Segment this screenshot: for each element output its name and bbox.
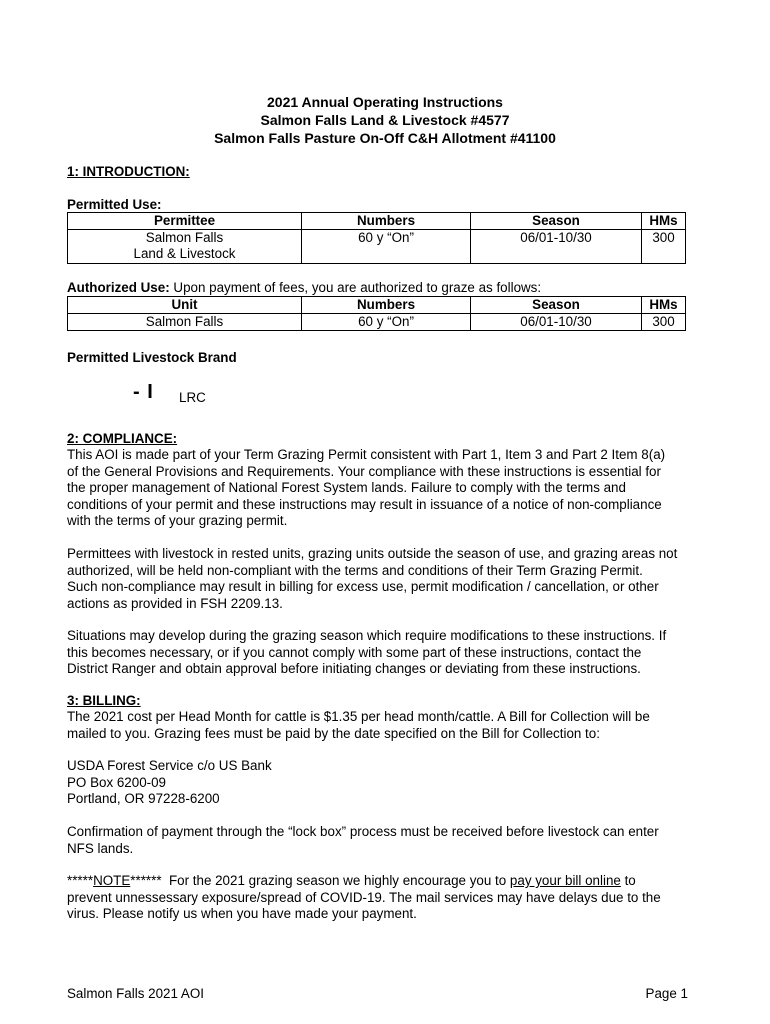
compliance-paragraph-2 (67, 546, 717, 612)
col-header-season: Season (471, 297, 642, 314)
footer-document-name: Salmon Falls 2021 AOI (67, 986, 204, 1001)
authorized-use-line (67, 280, 707, 297)
text-line: The 2021 cost per Head Month for cattle is $1.35 per head month/cattle. A Bill for Collection will be (67, 709, 650, 724)
text-line: Situations may develop during the grazing season which require modifications to these instructions. If (67, 628, 667, 643)
text-line: Confirmation of payment through the “lock box” process must be received before livestock can enter (67, 824, 659, 839)
billing-paragraph-1 (67, 709, 707, 742)
col-header-numbers: Numbers (302, 297, 471, 314)
col-header-unit: Unit (68, 297, 302, 314)
text-line: District Ranger and obtain approval before initiating changes or deviating from these instructions. (67, 661, 641, 676)
cell-numbers: 60 y “On” (302, 230, 471, 264)
text-line: conditions of your permit and these instructions may result in issuance of a notice of non-compliance (67, 496, 662, 512)
table-row (68, 314, 686, 331)
col-header-hms: HMs (642, 213, 686, 230)
table-row (68, 230, 686, 264)
document-title-line-1: 2021 Annual Operating Instructions (267, 94, 503, 110)
text-line: virus. Please notify us when you have made your payment. (67, 906, 417, 921)
text-line: of the General Provisions and Requirements. Your compliance with these instructions is essential for (67, 463, 661, 479)
text-line (67, 873, 707, 890)
cell-permittee (68, 230, 302, 264)
text-line: This AOI is made part of your Term Grazing Permit consistent with Part 1, Item 3 and Part 2 Item 8(a) (67, 447, 666, 462)
note-text: ****** For the 2021 grazing season we highly encourage you to (130, 873, 510, 888)
address-line: PO Box 6200-09 (67, 774, 167, 790)
text-line: this becomes necessary, or if you cannot comply with some part of these instructions, contact the (67, 644, 642, 660)
billing-paragraph-2 (67, 824, 707, 857)
cell-hms: 300 (642, 230, 686, 264)
cell-hms: 300 (642, 314, 686, 331)
permitted-use-label: Permitted Use: (67, 197, 162, 212)
col-header-hms: HMs (642, 297, 686, 314)
authorized-use-table (67, 296, 686, 331)
authorized-use-label: Authorized Use: (67, 280, 170, 295)
billing-heading: 3: BILLING: (67, 693, 141, 708)
col-header-numbers: Numbers (302, 213, 471, 230)
text-line: actions as provided in FSH 2209.13. (67, 595, 283, 611)
authorized-use-text: Upon payment of fees, you are authorized to graze as follows: (169, 280, 542, 295)
document-title-line-2: Salmon Falls Land & Livestock #4577 (260, 112, 510, 128)
text-line: Permittees with livestock in rested units, grazing units outside the season of use, and grazing areas not (67, 546, 678, 561)
text-line: authorized, will be held non-compliant with the terms and conditions of their Term Grazing Permit. (67, 562, 643, 578)
compliance-paragraph-1 (67, 447, 707, 530)
permitted-use-table (67, 212, 686, 264)
cell-unit: Salmon Falls (68, 314, 302, 331)
cell-season: 06/01-10/30 (471, 314, 642, 331)
text-line: prevent unnessessary exposure/spread of COVID-19. The mail services may have delays due to the (67, 889, 661, 905)
brand-code: LRC (179, 390, 206, 405)
footer-page-number: Page 1 (645, 986, 688, 1001)
compliance-paragraph-3 (67, 628, 707, 678)
cell-numbers: 60 y “On” (302, 314, 471, 331)
document-title-line-3: Salmon Falls Pasture On-Off C&H Allotment #41100 (214, 130, 556, 146)
text-line: NFS lands. (67, 840, 134, 856)
note-label: NOTE (93, 873, 131, 888)
brand-mark: - I (133, 381, 154, 403)
livestock-brand-label: Permitted Livestock Brand (67, 350, 237, 365)
cell-season: 06/01-10/30 (471, 230, 642, 264)
text-line: Such non-compliance may result in billing for excess use, permit modification / cancellation, or other (67, 579, 659, 594)
permittee-line-1: Salmon Falls (145, 230, 224, 245)
permittee-line-2: Land & Livestock (133, 246, 236, 261)
col-header-permittee: Permittee (68, 213, 302, 230)
introduction-heading: 1: INTRODUCTION: (67, 164, 190, 179)
covid-note (67, 873, 707, 923)
compliance-heading: 2: COMPLIANCE: (67, 431, 178, 446)
text-line: the proper management of National Forest System lands. Failure to comply with the terms and (67, 480, 626, 495)
address-line: Portland, OR 97228-6200 (67, 791, 220, 806)
billing-address (67, 758, 707, 808)
col-header-season: Season (471, 213, 642, 230)
pay-bill-online-link[interactable]: pay your bill online (509, 873, 621, 888)
address-line: USDA Forest Service c/o US Bank (67, 758, 272, 773)
note-end: to (620, 873, 636, 888)
text-line: mailed to you. Grazing fees must be paid by the date specified on the Bill for Collection to: (67, 725, 600, 741)
text-line: with the terms of your grazing permit. (67, 513, 288, 528)
note-prefix: ***** (67, 873, 94, 888)
